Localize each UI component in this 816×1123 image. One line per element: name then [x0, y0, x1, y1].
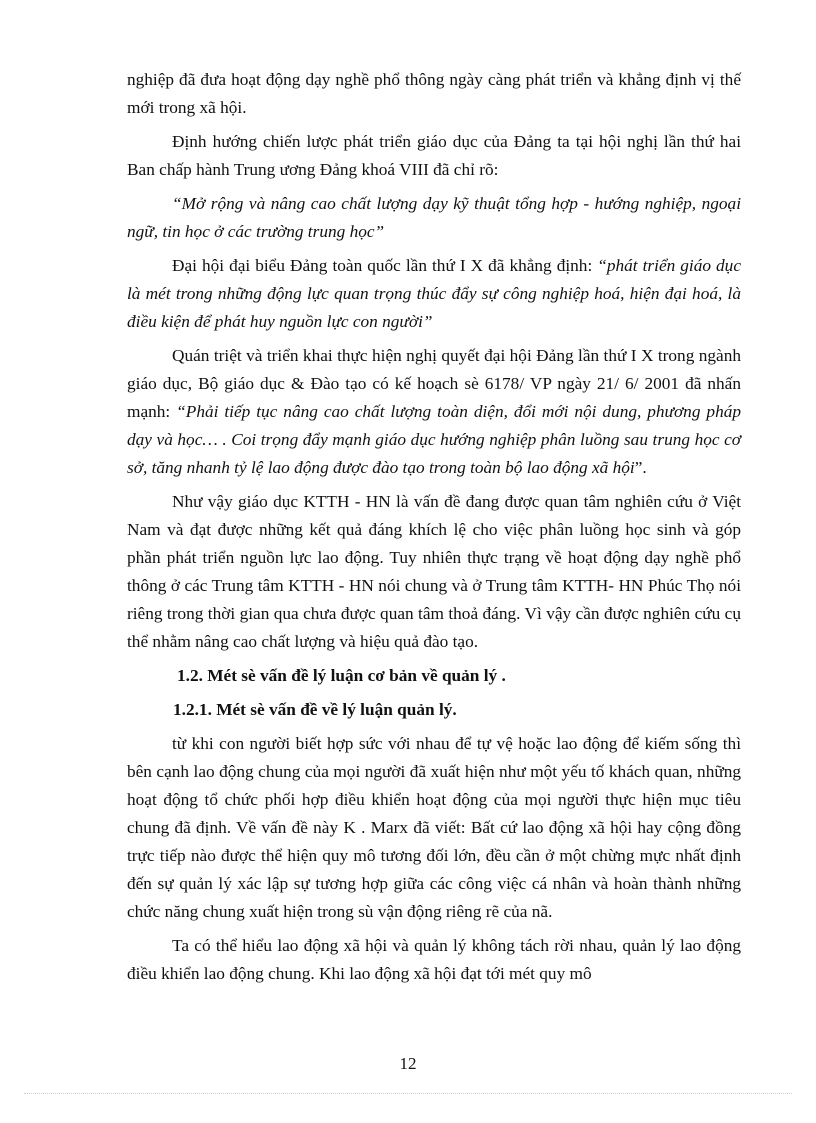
paragraph-4 [127, 252, 741, 336]
quote-paragraph: “Mở rộng và nâng cao chất lượng dạy kỹ thuật tổng hợp - hướng nghiệp, ngoại ngữ, tin học ở các trường trung học” [127, 194, 741, 241]
section-heading-1-2: 1.2. Mét sè vấn đề lý luận cơ bản về quản lý . [177, 666, 506, 685]
paragraph-5-tail: ”. [634, 458, 647, 477]
paragraph-8: Ta có thể hiểu lao động xã hội và quản lý không tách rời nhau, quản lý lao động điều khiển lao động chung. Khi lao động xã hội đạt tới mét quy mô [127, 936, 741, 983]
document-page [127, 66, 741, 994]
paragraph-5-quote: “Phải tiếp tục nâng cao chất lượng toàn diện, đổi mới nội dung, phương pháp dạy và học… . Coi trọng đẩy mạnh giáo dục hướng nghiệp phân luồng sau trung học cơ sở, tăng nhanh tỷ lệ lao động được đào tạo trong toàn bộ lao động xã hội [127, 402, 741, 477]
paragraph-5 [127, 342, 741, 482]
paragraph-1: nghiệp đã đưa hoạt động dạy nghề phổ thông ngày càng phát triển và khẳng định vị thế mới trong xã hội. [127, 70, 741, 117]
paragraph-6: Như vậy giáo dục KTTH - HN là vấn đề đang được quan tâm nghiên cứu ở Việt Nam và đạt được những kết quả đáng khích lệ cho việc phân luồng học sinh và góp phần phát triển nguồn lực lao động. Tuy nhiên thực trạng về hoạt động dạy nghề phổ thông ở các Trung tâm KTTH - HN nói chung và ở Trung tâm KTTH- HN Phúc Thọ nói riêng trong thời gian qua chưa được quan tâm thoả đáng. Vì vậy cần được nghiên cứu cụ thể nhằm nâng cao chất lượng và hiệu quả đào tạo. [127, 492, 741, 651]
paragraph-4-lead: Đại hội đại biểu Đảng toàn quốc lần thứ I X đã khẳng định: [172, 256, 598, 275]
page-number: 12 [399, 1054, 417, 1073]
paragraph-7: từ khi con người biết hợp sức với nhau để tự vệ hoặc lao động để kiếm sống thì bên cạnh lao động chung của mọi người đã xuất hiện như một yếu tố khách quan, những hoạt động tổ chức phối hợp điều khiển hoạt động của mọi người thực hiện mục tiêu chung đã định. Về vấn đề này K . Marx đã viết: Bất cứ lao động xã hội hay cộng đồng trực tiếp nào được thể hiện quy mô tương đối lớn, đều cần ở một chừng mực nhất định đến sự quản lý xác lập sự tương hợp giữa các công việc cá nhân và hoàn thành những chức năng chung xuất hiện trong sù vận động riêng rẽ của nã. [127, 734, 741, 921]
paragraph-4-quote: “phát triển giáo dục là mét trong những động lực quan trọng thúc đẩy sự công nghiệp hoá, hiện đại hoá, là điều kiện để phát huy nguồn lực con người” [127, 256, 741, 331]
paragraph-2: Định hướng chiến lược phát triển giáo dục của Đảng ta tại hội nghị lần thứ hai Ban chấp hành Trung ương Đảng khoá VIII đã chỉ rõ: [127, 132, 741, 179]
page-bottom-divider [24, 1093, 792, 1094]
paragraph-5-lead: Quán triệt và triển khai thực hiện nghị quyết đại hội Đảng lần thứ I X trong ngành giáo dục, Bộ giáo dục & Đào tạo có kế hoạch sè 6178/ VP ngày 21/ 6/ 2001 đã nhấn mạnh: [127, 346, 741, 421]
section-heading-1-2-1: 1.2.1. Mét sè vấn đề về lý luận quản lý. [173, 700, 457, 719]
